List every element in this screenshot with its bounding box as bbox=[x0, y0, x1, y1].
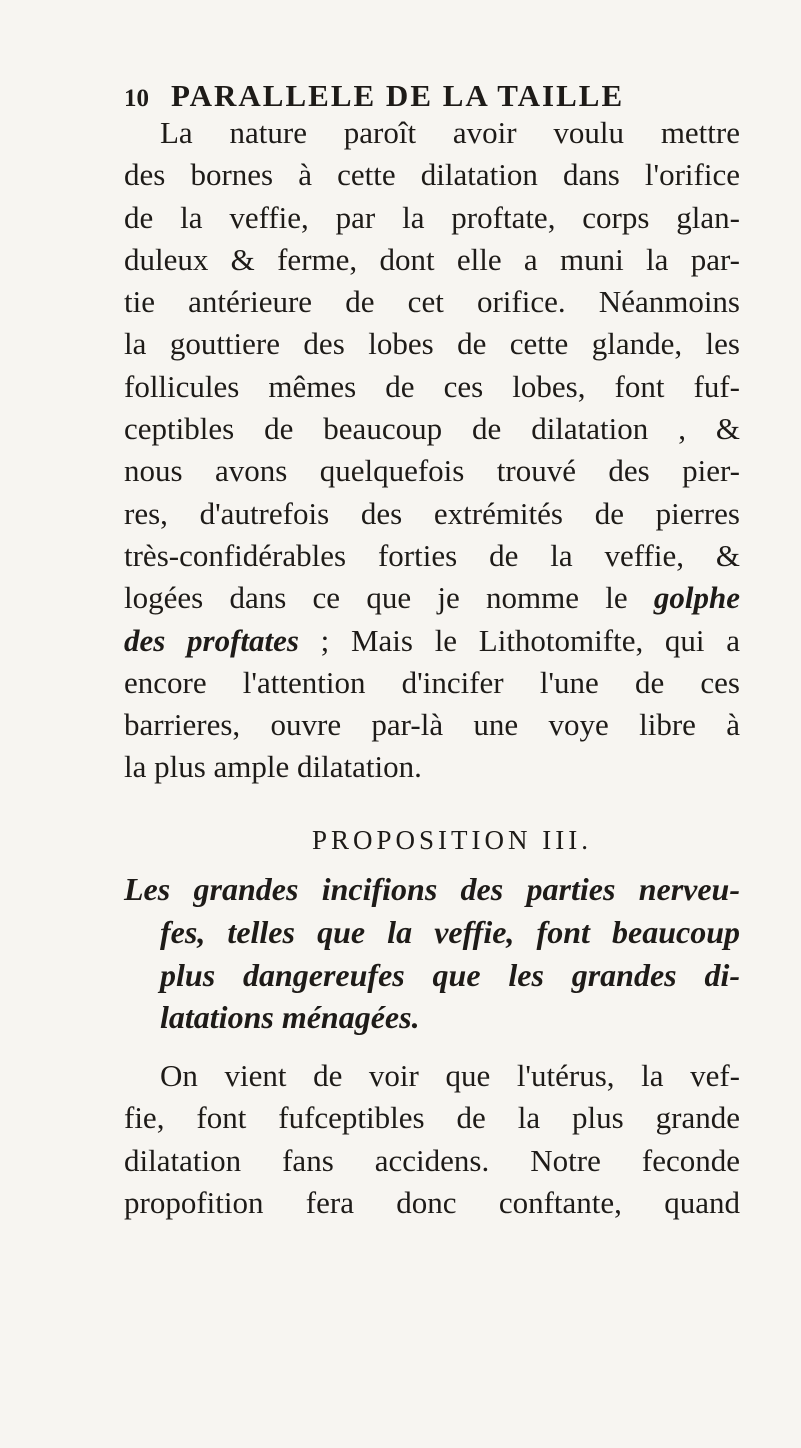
text-line: tie antérieure de cet orifice. Néanmoins bbox=[124, 284, 740, 320]
italic-term: des proftates bbox=[124, 622, 299, 658]
text-line bbox=[124, 620, 740, 662]
paragraph-1 bbox=[124, 112, 740, 789]
text-line: de la veffie, par la proftate, corps glan- bbox=[124, 199, 740, 235]
text-line: la plus ample dilatation. bbox=[124, 749, 422, 785]
text-line: barrieres, ouvre par-là une voye libre à bbox=[124, 707, 740, 743]
text-line-with-term bbox=[124, 577, 740, 619]
running-title: PARALLELE DE LA TAILLE bbox=[171, 78, 625, 113]
text-line: fes, telles que la veffie, font beaucoup bbox=[160, 913, 740, 950]
text-line: nous avons quelquefois trouvé des pier- bbox=[124, 453, 740, 489]
text-line: encore l'attention d'incifer l'une de ces bbox=[124, 664, 740, 700]
text-line: la gouttiere des lobes de cette glande, les bbox=[124, 326, 740, 362]
paragraph-2 bbox=[124, 1055, 740, 1224]
text-line: fie, font fufceptibles de la plus grande bbox=[124, 1100, 740, 1136]
text-line: des bornes à cette dilatation dans l'orifice bbox=[124, 157, 740, 193]
italic-term: golphe bbox=[653, 580, 740, 616]
text-line: ceptibles de beaucoup de dilatation , & bbox=[124, 411, 740, 447]
proposition-statement bbox=[124, 868, 740, 1039]
text-line: duleux & ferme, dont elle a muni la par- bbox=[124, 241, 740, 277]
text-line: follicules mêmes de ces lobes, font fuf- bbox=[124, 368, 740, 404]
text-line: Les grandes incifions des parties nerveu- bbox=[124, 871, 740, 907]
section-heading: PROPOSITION III. bbox=[312, 825, 592, 855]
text-line: dilatation fans accidens. Notre feconde bbox=[124, 1142, 740, 1178]
text-line: très-confidérables forties de la veffie, & bbox=[124, 537, 740, 573]
text-line: propofition fera donc conftante, quand bbox=[124, 1184, 740, 1220]
text-line: On vient de voir que l'utérus, la vef- bbox=[160, 1058, 740, 1093]
text-line: res, d'autrefois des extrémités de pierres bbox=[124, 495, 740, 531]
page-number: 10 bbox=[124, 85, 149, 112]
text-fragment: ; Mais le Lithotomifte, qui a bbox=[298, 622, 740, 658]
text-line: latations ménagées. bbox=[160, 999, 420, 1036]
text-fragment: logées dans ce que je nomme le bbox=[124, 580, 654, 616]
text-line: plus dangereufes que les grandes di- bbox=[160, 956, 740, 993]
text-line: La nature paroît avoir voulu mettre bbox=[160, 115, 740, 150]
